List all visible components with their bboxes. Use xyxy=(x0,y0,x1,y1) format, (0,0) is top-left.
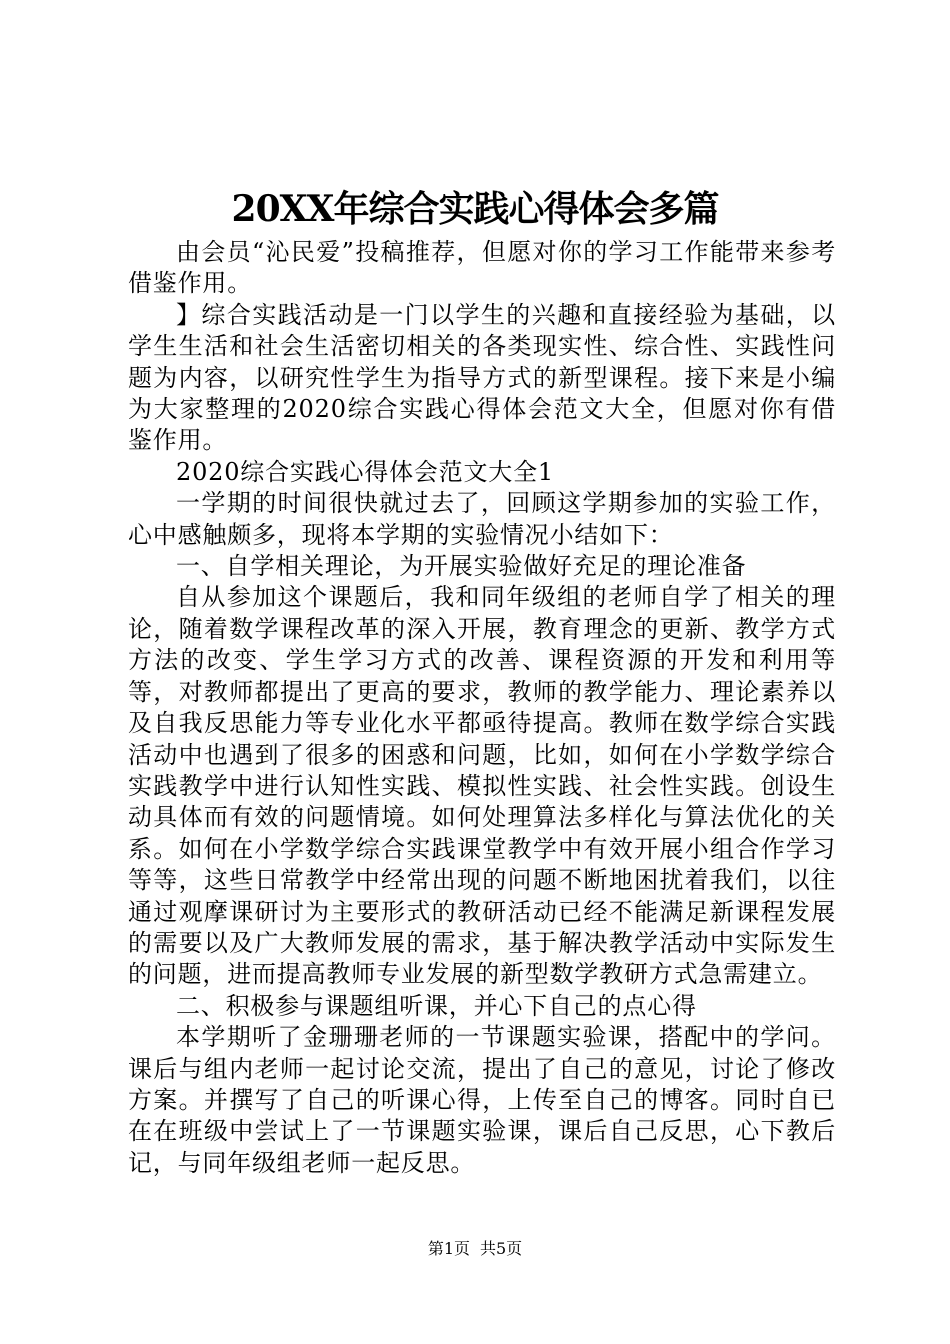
page-total: 共5页 xyxy=(480,1239,523,1258)
section-heading-essay-1: 2020综合实践心得体会范文大全1 xyxy=(176,457,554,486)
paragraph-summary: 】综合实践活动是一门以学生的兴趣和直接经验为基础，以学生生活和社会生活密切相关的各类现实性、综合性、实践性问题为内容，以研究性学生为指导方式的新型课程。接下来是小编为大家整理的2020综合实践心得体会范文大全，但愿对你有借鉴作用。 xyxy=(128,300,836,455)
section-heading-one: 一、自学相关理论，为开展实验做好充足的理论准备 xyxy=(176,552,747,581)
paragraph-theory: 自从参加这个课题后，我和同年级组的老师自学了相关的理论，随着数学课程改革的深入开展，教育理念的更新、教学方式方法的改变、学生学习方式的改善、课程资源的开发和利用等等，对教师都提出了更高的要求，教师的教学能力、理论素养以及自我反思能力等专业化水平都亟待提高。教师在数学综合实践活动中也遇到了很多的困惑和问题，比如，如何在小学数学综合实践教学中进行认知性实践、模拟性实践、社会性实践。创设生动具体而有效的问题情境。如何处理算法多样化与算法优化的关系。如何在小学数学综合实践课堂教学中有效开展小组合作学习等等，这些日常教学中经常出现的问题不断地困扰着我们，以往通过观摩课研讨为主要形式的教研活动已经不能满足新课程发展的需要以及广大教师发展的需求，基于解决教学活动中实际发生的问题，进而提高教师专业发展的新型数学教研方式急需建立。 xyxy=(128,583,836,989)
section-heading-two: 二、积极参与课题组听课，并心下自己的点心得 xyxy=(176,991,697,1020)
paragraph-intro: 由会员“沁民爱”投稿推荐，但愿对你的学习工作能带来参考借鉴作用。 xyxy=(128,238,836,298)
document-body xyxy=(128,237,836,1179)
page-footer xyxy=(0,1238,950,1260)
paragraph-lessons: 本学期听了金珊珊老师的一节课题实验课，搭配中的学问。课后与组内老师一起讨论交流，提出了自己的意见，讨论了修改方案。并撰写了自己的听课心得，上传至自己的博客。同时自已在在班级中尝试上了一节课题实验课，课后自己反思，心下教后记，与同年级组老师一起反思。 xyxy=(128,1023,836,1177)
document-title: 20XX年综合实践心得体会多篇 xyxy=(231,188,719,230)
page-number: 第1页 xyxy=(427,1239,470,1258)
paragraph-opening: 一学期的时间很快就过去了，回顾这学期参加的实验工作，心中感触颇多，现将本学期的实验情况小结如下： xyxy=(128,489,836,549)
